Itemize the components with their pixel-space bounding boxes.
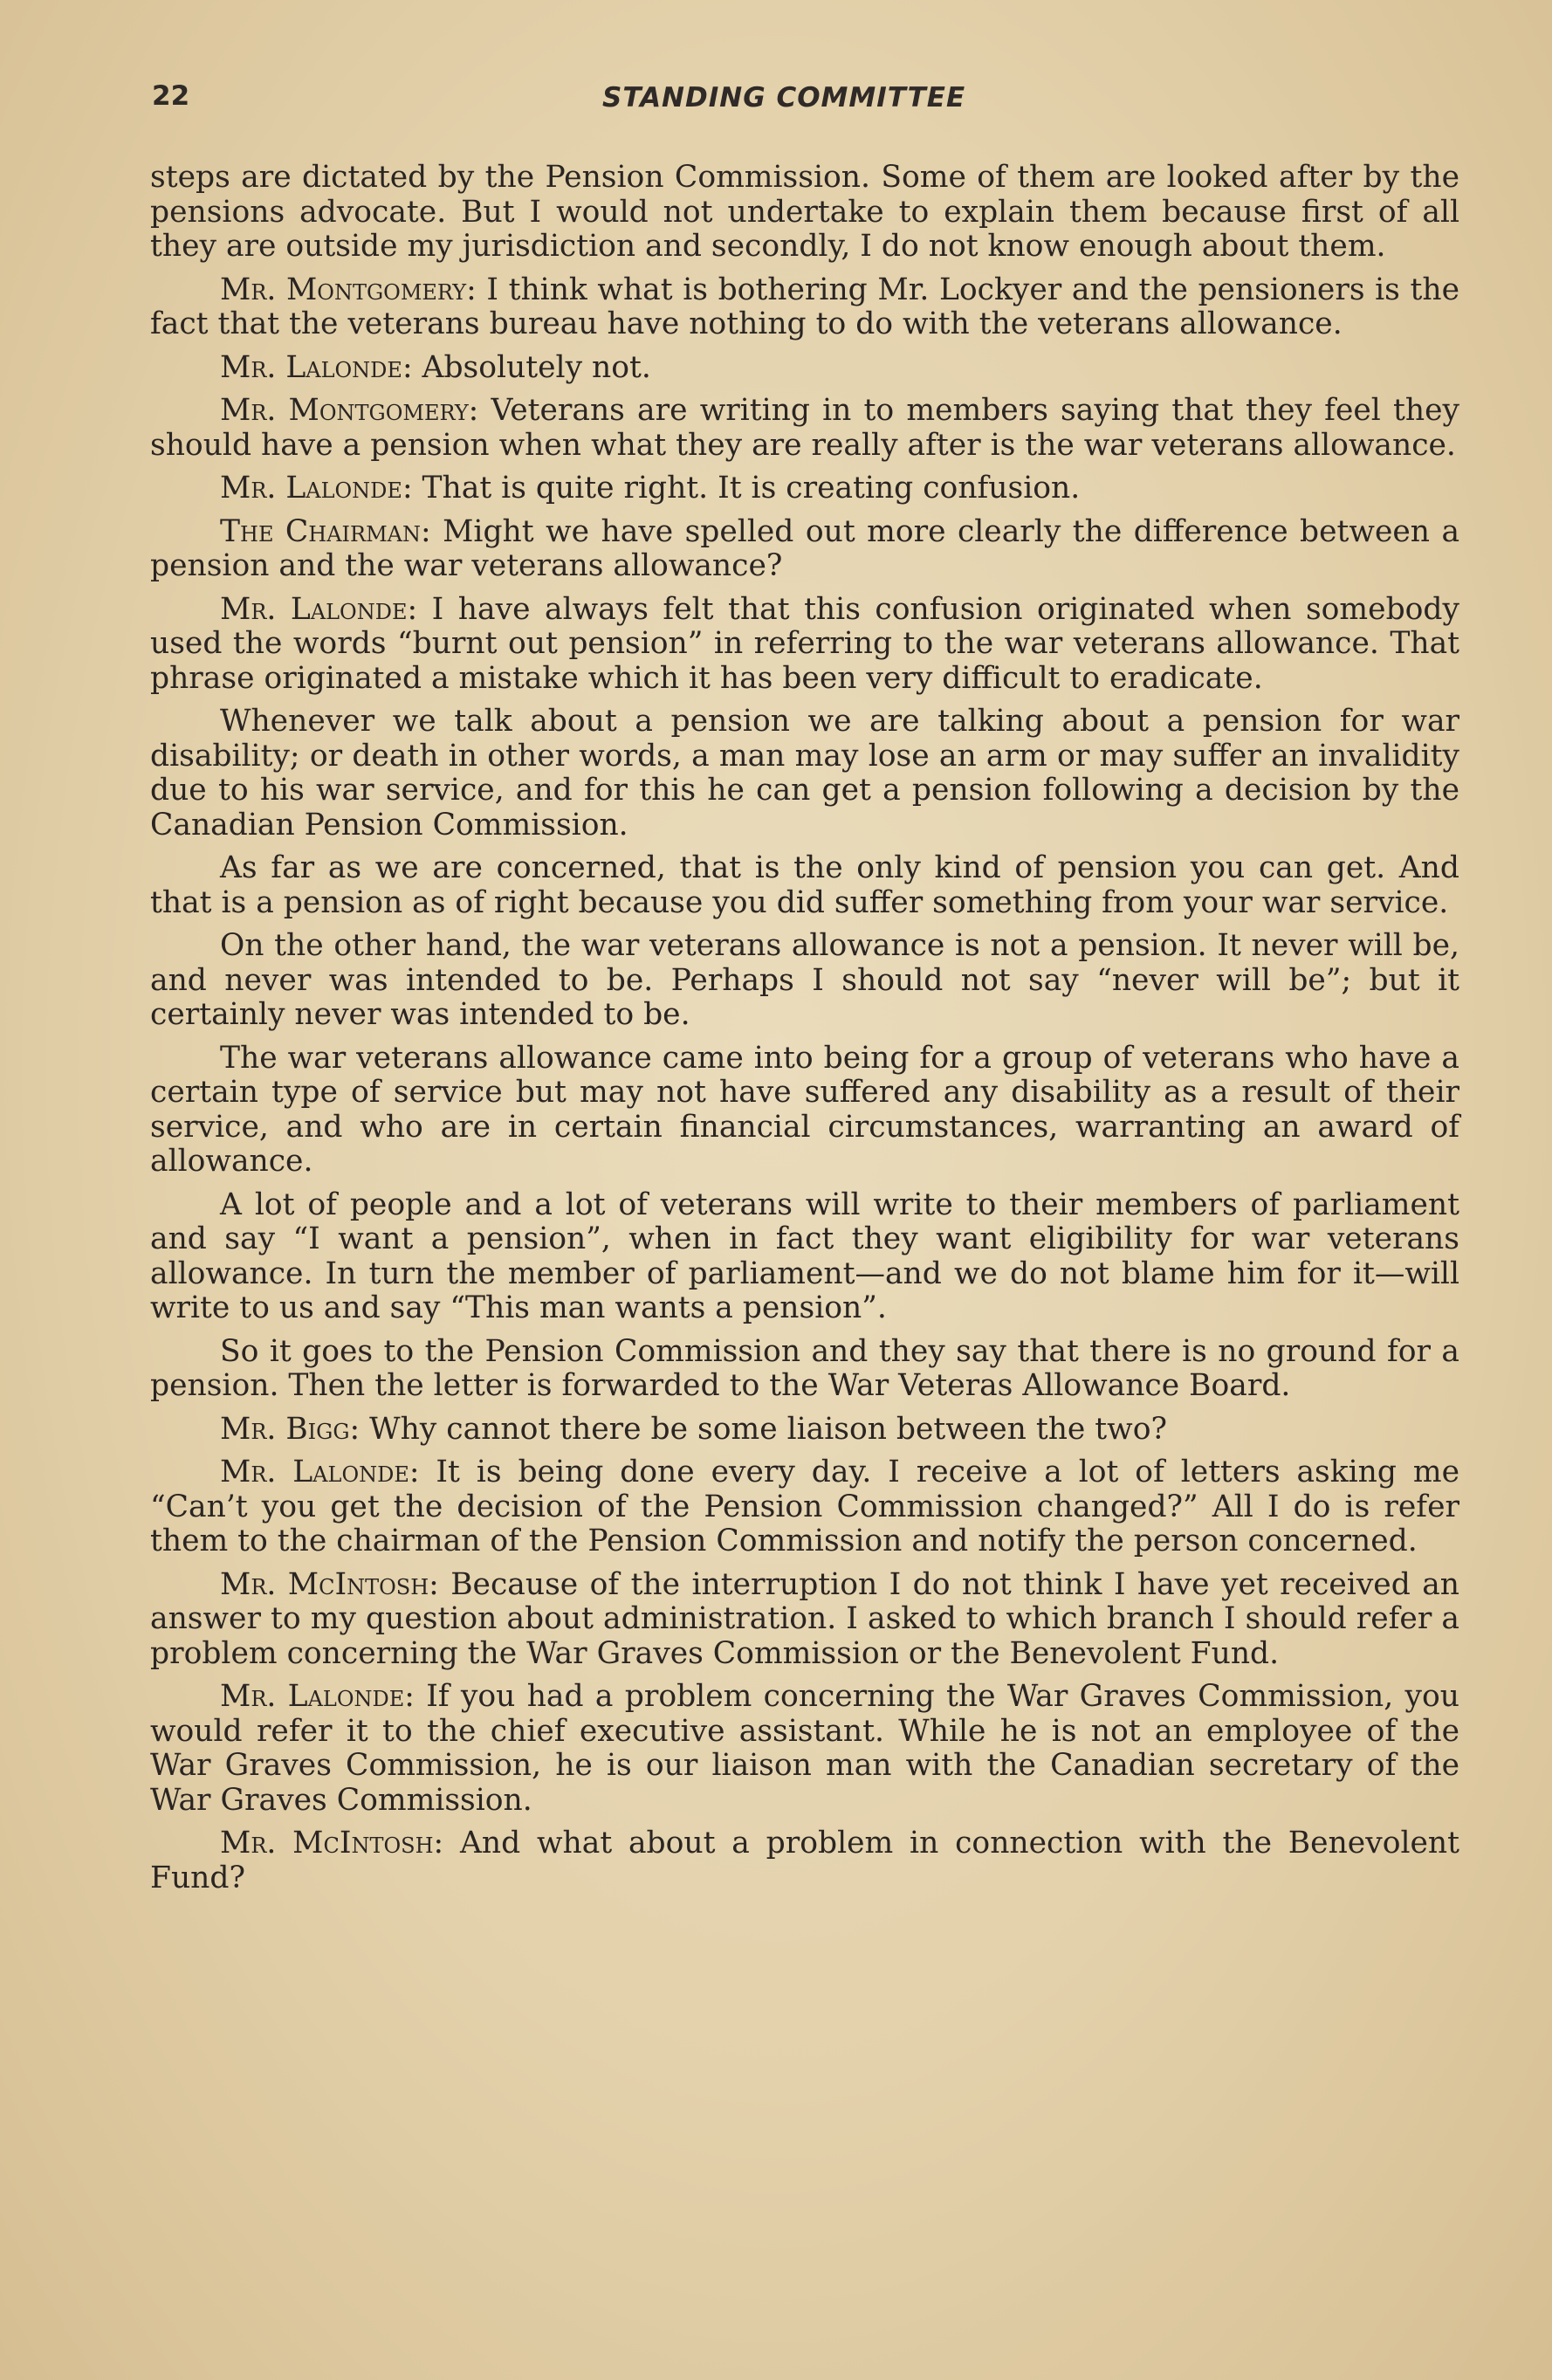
paragraph-text: As far as we are concerned, that is the only kind of pension you can get. And that is a pension as of right because you did suffer something from your war service. <box>150 850 1459 920</box>
paragraph <box>150 1188 1459 1326</box>
speaker-name: The Chairman: <box>220 513 431 549</box>
paragraph-text: The war veterans allowance came into being for a group of veterans who have a certain type of service but may not have suffered any disability as a result of their service, and who are in certain financial circumstances, warranting an award of allowance. <box>150 1040 1459 1179</box>
running-head: STANDING COMMITTEE <box>602 82 966 113</box>
paragraph <box>150 1455 1459 1559</box>
paragraph-text: On the other hand, the war veterans allowance is not a pension. It never will be, and never was intended to be. Perhaps I should not say “never will be”; but it certainly never was intended to be. <box>150 928 1459 1032</box>
paragraph-text: Might we have spelled out more clearly the difference between a pension and the war veterans allowance? <box>150 513 1460 583</box>
paragraph <box>150 351 1459 386</box>
paragraph <box>150 1413 1459 1448</box>
paragraph <box>150 705 1459 843</box>
speaker-name: Mr. Bigg: <box>220 1411 361 1447</box>
paragraph <box>150 1042 1459 1180</box>
page-number: 22 <box>152 80 190 112</box>
paragraph-text: And what about a problem in connection with the Benevolent Fund? <box>150 1826 1460 1895</box>
speaker-name: Mr. Lalonde: <box>220 1679 415 1714</box>
paragraph-text: So it goes to the Pension Commission and they say that there is no ground for a pension. Then the letter is forwarded to the War Veteras Allowance Board. <box>150 1333 1459 1403</box>
speaker-name: Mr. Lalonde: <box>220 591 418 627</box>
speaker-name: Mr. McIntosh: <box>220 1566 439 1602</box>
paragraph <box>150 1568 1459 1672</box>
paragraph <box>150 471 1459 506</box>
speaker-name: Mr. Montgomery: <box>220 393 479 428</box>
paragraph-text: Absolutely not. <box>422 349 651 385</box>
speaker-name: Mr. Montgomery: <box>220 272 477 307</box>
paragraph-text: A lot of people and a lot of veterans will write to their members of parliament and say “I want a pension”, when in fact they want eligibility for war veterans allowance. In turn the member of parliament—and we do not blame him for it—will write to us and say “This man wants a pension”. <box>150 1187 1459 1325</box>
paragraph-text: I have always felt that this confusion originated when somebody used the words “burnt out pension” in referring to the war veterans allowance. That phrase originated a mistake which it has been very difficult to eradicate. <box>150 591 1459 696</box>
speaker-name: Mr. McIntosh: <box>220 1826 444 1861</box>
speaker-name: Mr. Lalonde: <box>220 471 413 506</box>
paragraph-text: Whenever we talk about a pension we are talking about a pension for war disability; or death in other words, a man may lose an arm or may suffer an invalidity due to his war service, and for this he can get a pension following a decision by the Canadian Pension Commission. <box>150 704 1459 843</box>
paragraph <box>150 1826 1459 1895</box>
paragraph <box>150 929 1459 1033</box>
document-body <box>150 161 1459 1904</box>
paragraph-text: I think what is bothering Mr. Lockyer and the pensioners is the fact that the veterans bureau have nothing to do with the veterans allowance. <box>150 272 1459 341</box>
paragraph-text: If you had a problem concerning the War Graves Commission, you would refer it to the chief executive assistant. While he is not an employee of the War Graves Commission, he is our liaison man with the Canadian secretary of the War Graves Commission. <box>150 1679 1460 1818</box>
paragraph <box>150 1335 1459 1404</box>
paragraph-text: steps are dictated by the Pension Commission. Some of them are looked after by the pensions advocate. But I would not undertake to explain them because first of all they are outside my jurisdiction and secondly, I do not know enough about them. <box>150 160 1459 264</box>
paragraph <box>150 593 1459 697</box>
speaker-name: Mr. Lalonde: <box>220 349 413 385</box>
paragraph <box>150 273 1459 342</box>
paragraph-text: Why cannot there be some liaison between the two? <box>369 1411 1167 1447</box>
paragraph-text: Because of the interruption I do not think I have yet received an answer to my question about administration. I asked to which branch I should refer a problem concerning the War Graves Commission or the Benevolent Fund. <box>150 1566 1460 1671</box>
paragraph-text: That is quite right. It is creating confusion. <box>422 471 1081 506</box>
paragraph <box>150 515 1459 584</box>
paragraph <box>150 1680 1459 1818</box>
paragraph-text: It is being done every day. I receive a lot of letters asking me “Can’t you get the decision of the Pension Commission changed?” All I do is refer them to the chairman of the Pension Commission and notify the person concerned. <box>150 1455 1459 1558</box>
paragraph <box>150 851 1459 920</box>
page-header <box>148 77 1458 129</box>
paragraph <box>150 161 1459 265</box>
paragraph <box>150 394 1459 463</box>
speaker-name: Mr. Lalonde: <box>220 1455 420 1489</box>
paragraph-text: Veterans are writing in to members saying that they feel they should have a pension when what they are really after is the war veterans allowance. <box>150 393 1459 463</box>
